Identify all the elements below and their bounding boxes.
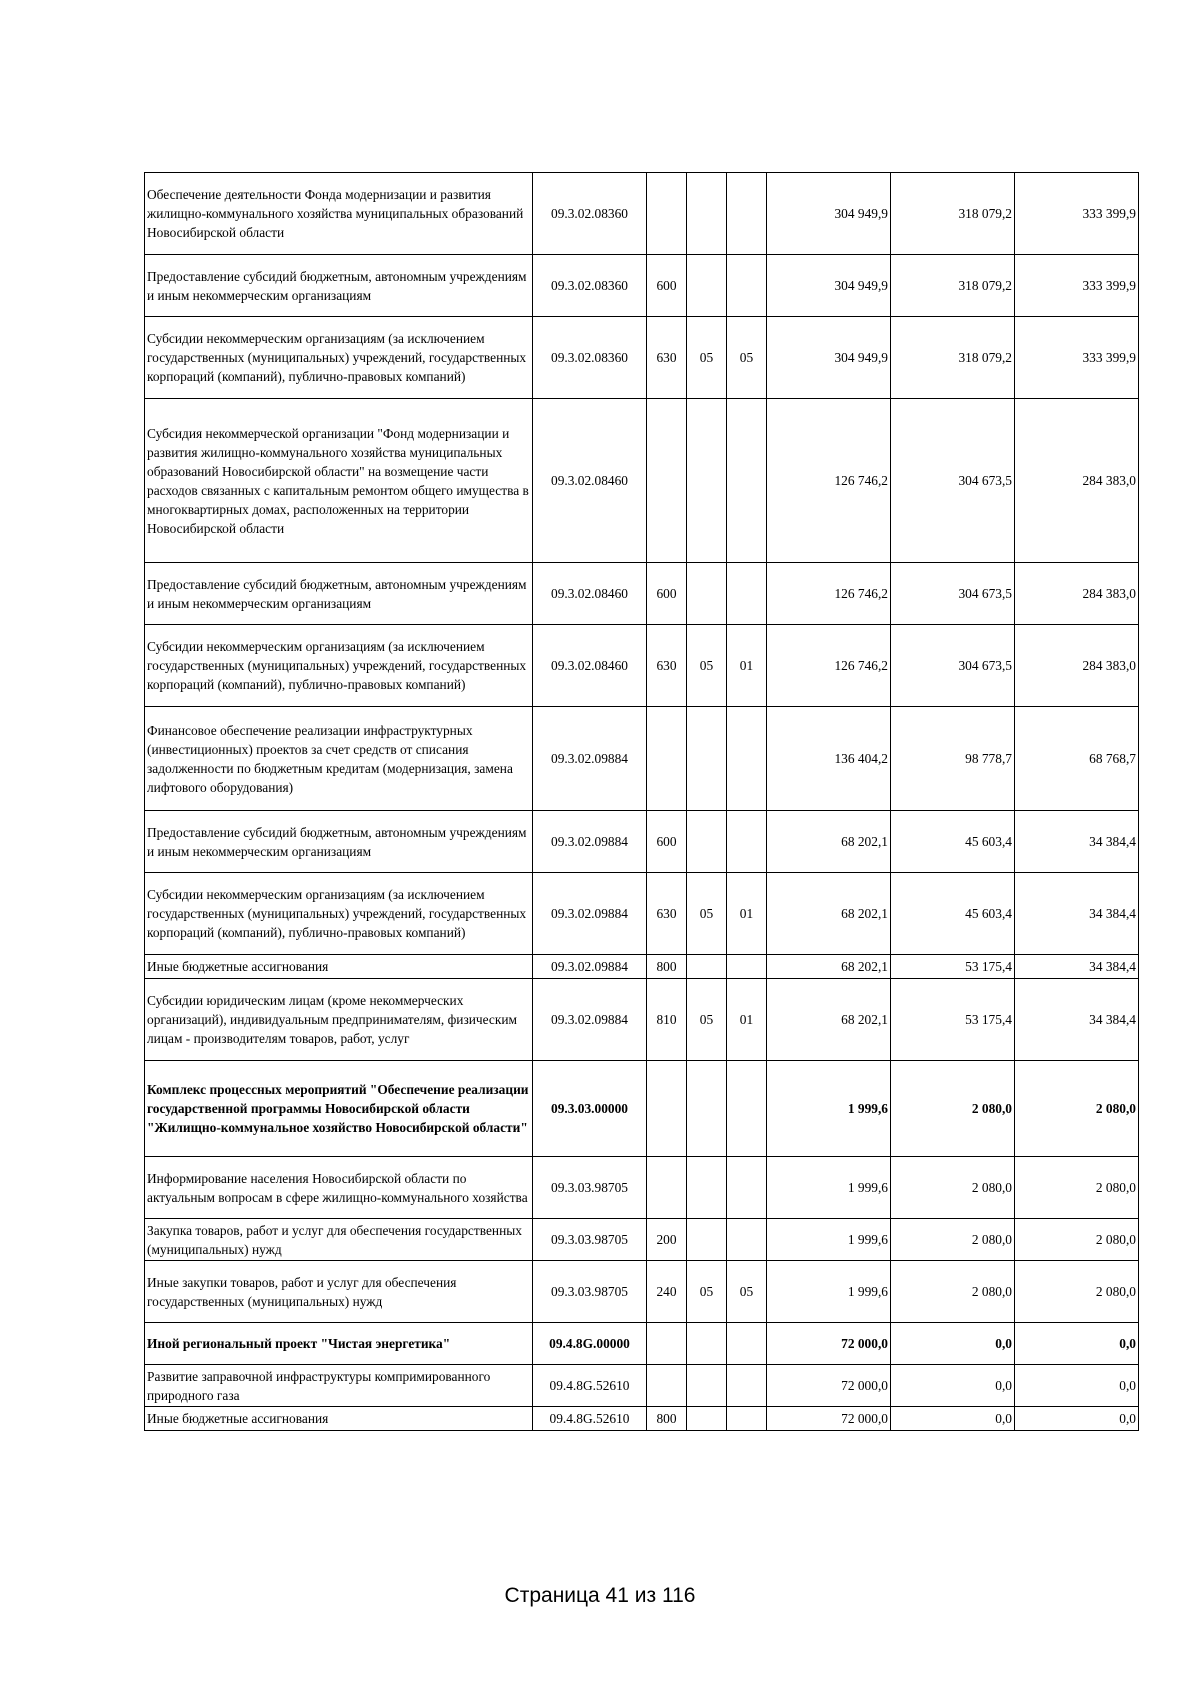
row-code: 09.3.02.09884 bbox=[533, 873, 647, 955]
row-value-3: 284 383,0 bbox=[1015, 625, 1139, 707]
row-vr bbox=[647, 173, 687, 255]
row-value-1: 304 949,9 bbox=[767, 317, 891, 399]
row-pr bbox=[727, 1407, 767, 1431]
row-pr bbox=[727, 173, 767, 255]
row-vr: 600 bbox=[647, 811, 687, 873]
row-code: 09.3.02.09884 bbox=[533, 707, 647, 811]
row-vr: 810 bbox=[647, 979, 687, 1061]
table-row bbox=[145, 707, 1139, 811]
row-vr: 600 bbox=[647, 563, 687, 625]
row-value-1: 1 999,6 bbox=[767, 1157, 891, 1219]
row-rz bbox=[687, 1323, 727, 1365]
row-name: Предоставление субсидий бюджетным, автономным учреждениям и иным некоммерческим организациям bbox=[145, 811, 533, 873]
row-value-2: 2 080,0 bbox=[891, 1219, 1015, 1261]
row-value-3: 2 080,0 bbox=[1015, 1061, 1139, 1157]
row-name: Субсидии некоммерческим организациям (за исключением государственных (муниципальных) учреждений, государственных корпораций (компаний), публично-правовых компаний) bbox=[145, 317, 533, 399]
table-row bbox=[145, 563, 1139, 625]
row-name: Информирование населения Новосибирской области по актуальным вопросам в сфере жилищно-коммунального хозяйства bbox=[145, 1157, 533, 1219]
row-value-1: 1 999,6 bbox=[767, 1219, 891, 1261]
row-vr: 630 bbox=[647, 317, 687, 399]
row-vr bbox=[647, 1061, 687, 1157]
row-rz bbox=[687, 1157, 727, 1219]
row-value-2: 2 080,0 bbox=[891, 1261, 1015, 1323]
row-code: 09.3.02.08460 bbox=[533, 399, 647, 563]
row-code: 09.4.8G.52610 bbox=[533, 1365, 647, 1407]
table-row bbox=[145, 173, 1139, 255]
row-pr bbox=[727, 955, 767, 979]
row-vr: 800 bbox=[647, 1407, 687, 1431]
table-body bbox=[145, 173, 1139, 1431]
row-rz: 05 bbox=[687, 979, 727, 1061]
table-row bbox=[145, 811, 1139, 873]
row-name: Развитие заправочной инфраструктуры компримированного природного газа bbox=[145, 1365, 533, 1407]
row-value-3: 0,0 bbox=[1015, 1323, 1139, 1365]
row-code: 09.3.03.98705 bbox=[533, 1261, 647, 1323]
row-rz: 05 bbox=[687, 1261, 727, 1323]
row-pr bbox=[727, 1157, 767, 1219]
row-name: Предоставление субсидий бюджетным, автономным учреждениям и иным некоммерческим организациям bbox=[145, 563, 533, 625]
row-value-3: 2 080,0 bbox=[1015, 1261, 1139, 1323]
row-value-1: 72 000,0 bbox=[767, 1323, 891, 1365]
row-pr bbox=[727, 1323, 767, 1365]
budget-table bbox=[144, 172, 1139, 1431]
row-code: 09.3.02.08360 bbox=[533, 255, 647, 317]
row-value-1: 68 202,1 bbox=[767, 979, 891, 1061]
row-name: Субсидии юридическим лицам (кроме некоммерческих организаций), индивидуальным предпринимателям, физическим лицам - производителям товаров, работ, услуг bbox=[145, 979, 533, 1061]
row-code: 09.3.02.09884 bbox=[533, 955, 647, 979]
row-value-2: 45 603,4 bbox=[891, 873, 1015, 955]
row-code: 09.4.8G.00000 bbox=[533, 1323, 647, 1365]
row-value-2: 2 080,0 bbox=[891, 1061, 1015, 1157]
row-rz bbox=[687, 563, 727, 625]
row-name: Иные бюджетные ассигнования bbox=[145, 955, 533, 979]
row-value-3: 2 080,0 bbox=[1015, 1219, 1139, 1261]
row-value-1: 1 999,6 bbox=[767, 1261, 891, 1323]
row-rz bbox=[687, 1219, 727, 1261]
row-vr bbox=[647, 1157, 687, 1219]
row-value-3: 34 384,4 bbox=[1015, 873, 1139, 955]
row-value-2: 318 079,2 bbox=[891, 317, 1015, 399]
row-pr bbox=[727, 563, 767, 625]
row-rz: 05 bbox=[687, 317, 727, 399]
table-row bbox=[145, 1157, 1139, 1219]
row-name: Иные бюджетные ассигнования bbox=[145, 1407, 533, 1431]
row-value-3: 333 399,9 bbox=[1015, 317, 1139, 399]
row-value-2: 0,0 bbox=[891, 1365, 1015, 1407]
row-name: Иные закупки товаров, работ и услуг для обеспечения государственных (муниципальных) нужд bbox=[145, 1261, 533, 1323]
row-name: Иной региональный проект "Чистая энергетика" bbox=[145, 1323, 533, 1365]
page-number: Страница 41 из 116 bbox=[504, 1584, 696, 1607]
table-row bbox=[145, 255, 1139, 317]
row-vr: 600 bbox=[647, 255, 687, 317]
row-value-3: 68 768,7 bbox=[1015, 707, 1139, 811]
row-value-1: 126 746,2 bbox=[767, 399, 891, 563]
row-pr: 05 bbox=[727, 317, 767, 399]
row-value-1: 126 746,2 bbox=[767, 563, 891, 625]
row-code: 09.3.02.08460 bbox=[533, 563, 647, 625]
row-value-3: 34 384,4 bbox=[1015, 979, 1139, 1061]
row-code: 09.3.03.98705 bbox=[533, 1157, 647, 1219]
row-code: 09.3.02.09884 bbox=[533, 979, 647, 1061]
row-code: 09.3.02.08460 bbox=[533, 625, 647, 707]
row-name: Субсидия некоммерческой организации "Фонд модернизации и развития жилищно-коммунального хозяйства муниципальных образований Новосибирской области" на возмещение части расходов связанных с капитальным ремонтом общего имущества в многоквартирных домах, расположенных на территории Новосибирской области bbox=[145, 399, 533, 563]
row-name: Финансовое обеспечение реализации инфраструктурных (инвестиционных) проектов за счет средств от списания задолженности по бюджетным кредитам (модернизация, замена лифтового оборудования) bbox=[145, 707, 533, 811]
row-value-2: 304 673,5 bbox=[891, 399, 1015, 563]
row-rz bbox=[687, 955, 727, 979]
table-row bbox=[145, 625, 1139, 707]
row-value-1: 68 202,1 bbox=[767, 873, 891, 955]
row-value-1: 72 000,0 bbox=[767, 1407, 891, 1431]
row-value-1: 126 746,2 bbox=[767, 625, 891, 707]
row-name: Субсидии некоммерческим организациям (за исключением государственных (муниципальных) учреждений, государственных корпораций (компаний), публично-правовых компаний) bbox=[145, 873, 533, 955]
row-name: Предоставление субсидий бюджетным, автономным учреждениям и иным некоммерческим организациям bbox=[145, 255, 533, 317]
row-value-2: 53 175,4 bbox=[891, 955, 1015, 979]
row-value-3: 0,0 bbox=[1015, 1365, 1139, 1407]
row-pr bbox=[727, 399, 767, 563]
table-row bbox=[145, 317, 1139, 399]
row-pr: 01 bbox=[727, 625, 767, 707]
table-row bbox=[145, 1219, 1139, 1261]
row-pr bbox=[727, 1365, 767, 1407]
row-code: 09.3.02.08360 bbox=[533, 317, 647, 399]
row-rz bbox=[687, 811, 727, 873]
row-code: 09.3.02.08360 bbox=[533, 173, 647, 255]
row-code: 09.3.02.09884 bbox=[533, 811, 647, 873]
row-vr: 800 bbox=[647, 955, 687, 979]
row-value-3: 284 383,0 bbox=[1015, 563, 1139, 625]
row-pr bbox=[727, 1219, 767, 1261]
row-vr bbox=[647, 707, 687, 811]
row-code: 09.3.03.00000 bbox=[533, 1061, 647, 1157]
row-rz bbox=[687, 173, 727, 255]
row-pr bbox=[727, 1061, 767, 1157]
table-row bbox=[145, 1261, 1139, 1323]
row-value-2: 318 079,2 bbox=[891, 255, 1015, 317]
row-value-3: 2 080,0 bbox=[1015, 1157, 1139, 1219]
row-pr bbox=[727, 255, 767, 317]
row-value-2: 304 673,5 bbox=[891, 563, 1015, 625]
row-value-1: 304 949,9 bbox=[767, 173, 891, 255]
row-vr bbox=[647, 399, 687, 563]
row-value-2: 0,0 bbox=[891, 1323, 1015, 1365]
row-code: 09.4.8G.52610 bbox=[533, 1407, 647, 1431]
row-vr: 200 bbox=[647, 1219, 687, 1261]
row-value-2: 2 080,0 bbox=[891, 1157, 1015, 1219]
row-value-1: 72 000,0 bbox=[767, 1365, 891, 1407]
row-rz: 05 bbox=[687, 873, 727, 955]
row-value-3: 0,0 bbox=[1015, 1407, 1139, 1431]
table-row bbox=[145, 1323, 1139, 1365]
row-value-1: 304 949,9 bbox=[767, 255, 891, 317]
row-rz: 05 bbox=[687, 625, 727, 707]
row-value-2: 45 603,4 bbox=[891, 811, 1015, 873]
row-value-2: 53 175,4 bbox=[891, 979, 1015, 1061]
row-vr bbox=[647, 1323, 687, 1365]
row-vr: 630 bbox=[647, 873, 687, 955]
table-row bbox=[145, 399, 1139, 563]
row-value-2: 98 778,7 bbox=[891, 707, 1015, 811]
row-rz bbox=[687, 1061, 727, 1157]
row-pr bbox=[727, 811, 767, 873]
table-row bbox=[145, 955, 1139, 979]
row-vr: 240 bbox=[647, 1261, 687, 1323]
row-value-1: 68 202,1 bbox=[767, 955, 891, 979]
row-value-2: 0,0 bbox=[891, 1407, 1015, 1431]
table-row bbox=[145, 1365, 1139, 1407]
row-value-3: 34 384,4 bbox=[1015, 955, 1139, 979]
row-pr: 01 bbox=[727, 873, 767, 955]
row-name: Субсидии некоммерческим организациям (за исключением государственных (муниципальных) учреждений, государственных корпораций (компаний), публично-правовых компаний) bbox=[145, 625, 533, 707]
row-value-2: 304 673,5 bbox=[891, 625, 1015, 707]
row-rz bbox=[687, 1365, 727, 1407]
table-row bbox=[145, 1407, 1139, 1431]
row-vr bbox=[647, 1365, 687, 1407]
row-pr bbox=[727, 707, 767, 811]
row-value-3: 333 399,9 bbox=[1015, 173, 1139, 255]
row-value-2: 318 079,2 bbox=[891, 173, 1015, 255]
table-row bbox=[145, 1061, 1139, 1157]
table-row bbox=[145, 873, 1139, 955]
row-value-3: 333 399,9 bbox=[1015, 255, 1139, 317]
row-name: Закупка товаров, работ и услуг для обеспечения государственных (муниципальных) нужд bbox=[145, 1219, 533, 1261]
row-vr: 630 bbox=[647, 625, 687, 707]
row-rz bbox=[687, 1407, 727, 1431]
row-pr: 01 bbox=[727, 979, 767, 1061]
row-code: 09.3.03.98705 bbox=[533, 1219, 647, 1261]
table-row bbox=[145, 979, 1139, 1061]
row-value-3: 284 383,0 bbox=[1015, 399, 1139, 563]
row-value-1: 136 404,2 bbox=[767, 707, 891, 811]
row-value-1: 68 202,1 bbox=[767, 811, 891, 873]
row-name: Обеспечение деятельности Фонда модернизации и развития жилищно-коммунального хозяйства муниципальных образований Новосибирской области bbox=[145, 173, 533, 255]
row-rz bbox=[687, 707, 727, 811]
row-rz bbox=[687, 399, 727, 563]
row-value-3: 34 384,4 bbox=[1015, 811, 1139, 873]
row-pr: 05 bbox=[727, 1261, 767, 1323]
row-name: Комплекс процессных мероприятий "Обеспечение реализации государственной программы Новосибирской области "Жилищно-коммунальное хозяйство Новосибирской области" bbox=[145, 1061, 533, 1157]
row-rz bbox=[687, 255, 727, 317]
row-value-1: 1 999,6 bbox=[767, 1061, 891, 1157]
